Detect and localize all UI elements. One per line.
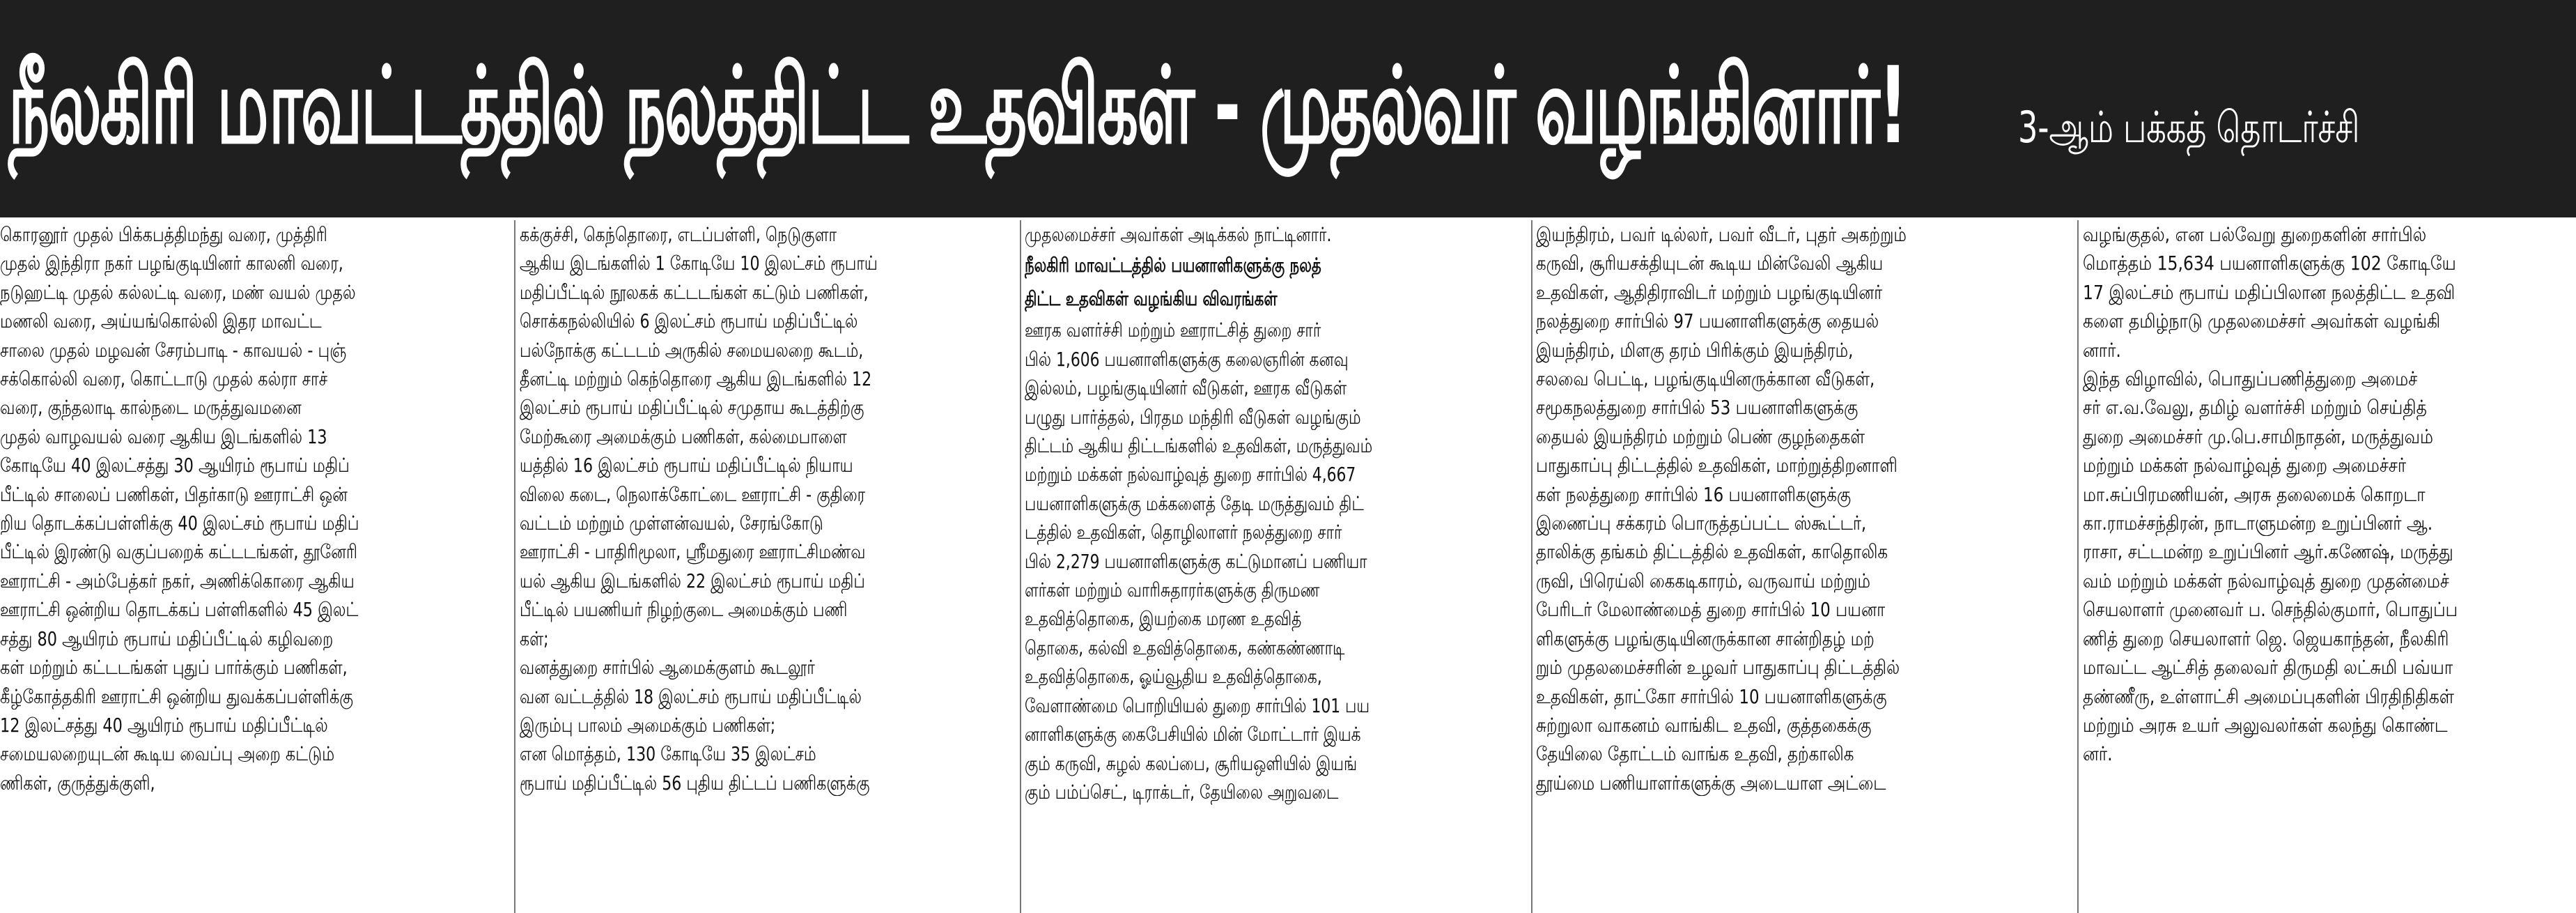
text-line: தையல் இயந்திரம் மற்றும் பெண் குழந்தைகள் [1536,424,1865,448]
text-line: சத்து 80 ஆயிரம் ரூபாய் மதிப்பீட்டில் கழிவறை [0,627,334,650]
text-line: ளர்கள் மற்றும் வாரிசுதாரர்களுக்கு திருமண [1025,578,1320,602]
text-line: கோடியே 40 இலட்சத்து 30 ஆயிரம் ரூபாய் மதிப் [0,454,350,477]
text-line: பல்நோக்கு கட்டடம் அருகில் சமையலறை கூடம், [520,338,864,362]
text-line: வேளாண்மை பொறியியல் துறை சார்பில் 101 பய [1025,693,1370,717]
text-line: மாவட்ட ஆட்சித் தலைவர் திருமதி லட்சுமி பவ்யா [2083,656,2453,680]
text-line: மேற்கூரை அமைக்கும் பணிகள், கல்மைபாளை [520,424,847,448]
text-line: சாலை முதல் மழவன் சேரம்பாடி - காவயல் - புஞ் [0,338,347,362]
text-line: சமையலறையுடன் கூடிய வைப்பு அறை கட்டும் [0,742,335,766]
text-line: னார். [2083,338,2121,362]
text-line: ணிகள், குருத்துக்குளி, [0,771,155,795]
text-line: இரும்பு பாலம் அமைக்கும் பணிகள்; [520,713,776,737]
text-line: களை தமிழ்நாடு முதலமைச்சர் அவர்கள் வழங்கி [2083,309,2441,333]
text-line: சொக்கநல்லியில் 6 இலட்சம் ரூபாய் மதிப்பீட்டில் [520,309,858,333]
text-line: துறை அமைச்சர் மு.பெ.சாமிநாதன், மருத்துவம் [2083,424,2433,448]
column-divider [1020,220,1021,913]
text-line: இணைப்பு சக்கரம் பொருத்தப்பட்ட ஸ்கூட்டர், [1536,512,1867,535]
subheading: திட்ட உதவிகள் வழங்கிய விவரங்கள் [1025,287,1278,311]
text-line: மற்றும் அரசு உயர் அலுவலர்கள் கலந்து கொண்ட [2083,713,2448,737]
text-line: ளிகளுக்கு பழங்குடியினருக்கான சான்றிதழ் மற் [1536,627,1875,650]
text-line: கருவி, சூரியசக்தியுடன் கூடிய மின்வேலி ஆகிய [1536,252,1884,275]
text-line: சர் எ.வ.வேலு, தமிழ் வளர்ச்சி மற்றும் செய்தித் [2083,396,2427,420]
text-line: கீழ்கோத்தகிரி ஊராட்சி ஒன்றிய துவக்கப்பள்ளிக்கு [0,684,354,708]
text-line: தூய்மை பணியாளர்களுக்கு அடையாள அட்டை [1536,771,1886,795]
text-line: கக்குச்சி, கெந்தொரை, எடப்பள்ளி, நெடுகுளா [520,223,837,246]
page-continuation-label: 3-ஆம் பக்கத் தொடர்ச்சி [2018,102,2360,153]
text-line: பீட்டில் இரண்டு வகுப்பறைக் கட்டடங்கள், தூனேரி [0,540,358,564]
text-line: னாளிகளுக்கு கைபேசியில் மின் மோட்டார் இயக் [1025,723,1361,746]
text-line: றிய தொடக்கப்பள்ளிக்கு 40 இலட்சம் ரூபாய் மதிப் [0,512,359,535]
text-line: பயனாளிகளுக்கு மக்களைத் தேடி மருத்துவம் திட் [1025,491,1364,515]
text-line: செயலாளர் முனைவர் ப. செந்தில்குமார், பொதுப்ப [2083,598,2458,622]
text-line: றும் முதலமைச்சரின் உழவர் பாதுகாப்பு திட்டத்தில் [1536,656,1900,680]
text-line: பில் 1,606 பயனாளிகளுக்கு கலைஞரின் கனவு [1025,347,1349,371]
text-line: இயந்திரம், பவர் டில்லர், பவர் வீடர், புதர் அகற்றும் [1536,223,1907,246]
text-line: சக்கொல்லி வரை, கொட்டாடு முதல் கல்ரா சாச் [0,367,328,391]
text-line: மணலி வரை, அய்யங்கொல்லி இதர மாவட்ட [0,309,322,333]
text-line: யத்தில் 16 இலட்சம் ரூபாய் மதிப்பீட்டில் நியாய [520,454,853,477]
text-line: ஊரக வளர்ச்சி மற்றும் ஊராட்சித் துறை சார் [1025,319,1321,342]
text-line: ஊராட்சி - பாதிரிமூலா, ஸ்ரீமதுரை ஊராட்சிமண்வ [520,540,866,564]
text-line: உதவிகள், ஆதிதிராவிடர் மற்றும் பழங்குடியினர் [1536,280,1883,304]
text-line: தொகை, கல்வி உதவித்தொகை, கண்கண்ணாடி [1025,636,1345,659]
text-line: வம் மற்றும் மக்கள் நல்வாழ்வுத் துறை முதன்மைச் [2083,569,2449,592]
text-line: விலை கடை, நெலாக்கோட்டை ஊராட்சி - குதிரை [520,482,866,506]
text-line: இலட்சம் ரூபாய் மதிப்பீட்டில் சமுதாய கூடத்திற்கு [520,396,864,420]
text-line: வனத்துறை சார்பில் ஆமைக்குளம் கூடலூர் [520,656,815,680]
text-line: முதலமைச்சர் அவர்கள் அடிக்கல் நாட்டினார். [1025,223,1332,246]
subheading: நீலகிரி மாவட்டத்தில் பயனாளிகளுக்கு நலத் [1025,254,1321,277]
headline-banner [0,0,2576,217]
text-line: கொரனூர் முதல் பிக்கபத்திமந்து வரை, முத்திரி [0,223,327,246]
article-column-4 [1536,220,2072,913]
text-line: இந்த விழாவில், பொதுப்பணித்துறை அமைச் [2083,367,2418,391]
text-line: திட்டம் ஆகிய திட்டங்களில் உதவிகள், மருத்துவம் [1025,434,1373,458]
text-line: ரூபாய் மதிப்பீட்டில் 56 புதிய திட்டப் பணிகளுக்கு [520,771,870,795]
text-line: பீட்டில் பயணியர் நிழற்குடை அமைக்கும் பணி [520,598,848,622]
text-line: கும் பம்ப்செட், டிராக்டர், தேயிலை அறுவடை [1025,780,1339,804]
text-line: கள்; [520,627,549,650]
text-line: கா.ராமச்சந்திரன், நாடாளுமன்ற உறுப்பினர் ஆ. [2083,512,2433,535]
text-line: வட்டம் மற்றும் முள்ளன்வயல், சேரங்கோடு [520,512,823,535]
article-column-1 [0,220,511,913]
text-line: மற்றும் மக்கள் நல்வாழ்வுத் துறை சார்பில் 4,667 [1025,463,1356,486]
text-line: உதவித்தொகை, இயற்கை மரண உதவித் [1025,607,1302,631]
text-line: இல்லம், பழங்குடியினர் வீடுகள், ஊரக வீடுகள் [1025,376,1347,400]
article-column-5 [2083,220,2574,913]
column-divider [514,220,515,913]
text-line: சமூகநலத்துறை சார்பில் 53 பயனாளிகளுக்கு [1536,396,1859,420]
text-line: பேரிடர் மேலாண்மைத் துறை சார்பில் 10 பயனா [1536,598,1886,622]
article-column-3 [1025,220,1528,913]
text-line: வன வட்டத்தில் 18 இலட்சம் ரூபாய் மதிப்பீட்டில் [520,684,862,708]
text-line: வழங்குதல், என பல்வேறு துறைகளின் சார்பில் [2083,223,2427,246]
text-line: நடுஹட்டி முதல் கல்லட்டி வரை, மண் வயல் முதல் [0,280,356,304]
column-divider [1531,220,1533,913]
text-line: தேயிலை தோட்டம் வாங்க உதவி, தற்காலிக [1536,742,1854,766]
text-line: மொத்தம் 15,634 பயனாளிகளுக்கு 102 கோடியே [2083,252,2456,275]
text-line: சலவை பெட்டி, பழங்குடியினருக்கான வீடுகள், [1536,367,1875,391]
text-line: ருவி, பிரெய்லி கைகடிகாரம், வருவாய் மற்றும் [1536,569,1871,592]
text-line: முதல் வாழவயல் வரை ஆகிய இடங்களில் 13 [0,424,327,448]
text-line: னர். [2083,742,2113,766]
text-line: ஊராட்சி - அம்பேத்கர் நகர், அணிக்கொரை ஆகிய [0,569,355,592]
text-line: மதிப்பீட்டில் நூலகக் கட்டடங்கள் கட்டும் பணிகள், [520,280,869,304]
text-line: தாலிக்கு தங்கம் திட்டத்தில் உதவிகள், காதொலிக [1536,540,1888,564]
article-column-2 [520,220,1016,913]
text-line: மா.சுப்பிரமணியன், அரசு தலைமைக் கொறடா [2083,482,2426,506]
text-line: கள் நலத்துறை சார்பில் 16 பயனாளிகளுக்கு [1536,482,1852,506]
text-line: நலத்துறை சார்பில் 97 பயனாளிகளுக்கு தையல் [1536,309,1879,333]
text-line: மற்றும் மக்கள் நல்வாழ்வுத் துறை அமைச்சர் [2083,454,2407,477]
text-line: முதல் இந்திரா நகர் பழங்குடியினர் காலனி வரை, [0,252,343,275]
text-line: உதவிகள், தாட்கோ சார்பில் 10 பயனாளிகளுக்கு [1536,684,1887,708]
text-line: இயந்திரம், மிளகு தரம் பிரிக்கும் இயந்திரம், [1536,338,1854,362]
text-line: பீட்டில் சாலைப் பணிகள், பிதர்காடு ஊராட்சி ஒன் [0,482,348,506]
text-line: பழுது பார்த்தல், பிரதம மந்திரி வீடுகள் வழங்கும் [1025,405,1361,429]
text-line: யல் ஆகிய இடங்களில் 22 இலட்சம் ரூபாய் மதிப் [520,569,865,592]
text-line: ராசா, சட்டமன்ற உறுப்பினர் ஆர்.கணேஷ், மருத்து [2083,540,2453,564]
text-line: பில் 2,279 பயனாளிகளுக்கு கட்டுமானப் பணியா [1025,549,1367,573]
text-line: கள் மற்றும் கட்டடங்கள் புதுப் பார்க்கும் பணிகள், [0,656,348,680]
text-line: பாதுகாப்பு திட்டத்தில் உதவிகள், மாற்றுத்திறனாளி [1536,454,1898,477]
text-line: சுற்றுலா வாகனம் வாங்கிட உதவி, குத்தகைக்கு [1536,713,1872,737]
text-line: ஆகிய இடங்களில் 1 கோடியே 10 இலட்சம் ரூபாய் [520,252,878,275]
text-line: என மொத்தம், 130 கோடியே 35 இலட்சம் [520,742,816,766]
text-line: வரை, குந்தலாடி கால்நடை மருத்துவமனை [0,396,302,420]
text-line: தண்ணீரு, உள்ளாட்சி அமைப்புகளின் பிரதிநிதிகள் [2083,684,2455,708]
column-divider [2077,220,2079,913]
headline: நீலகிரி மாவட்டத்தில் நலத்திட்ட உதவிகள் - முதல்வர் வழங்கினார்! [8,44,1907,167]
text-line: கும் கருவி, சுழல் கலப்பை, சூரியஒளியில் இயங் [1025,751,1358,775]
text-line: ஊராட்சி ஒன்றிய தொடக்கப் பள்ளிகளில் 45 இலட் [0,598,359,622]
text-line: 12 இலட்சத்து 40 ஆயிரம் ரூபாய் மதிப்பீட்டில் [0,713,328,737]
text-line: உதவித்தொகை, ஓய்வூதிய உதவித்தொகை, [1025,665,1322,689]
text-line: ணித் துறை செயலாளர் ஜெ. ஜெயகாந்தன், நீலகிரி [2083,627,2449,650]
text-line: 17 இலட்சம் ரூபாய் மதிப்பிலான நலத்திட்ட உதவி [2083,280,2455,304]
text-line: தீனட்டி மற்றும் கெந்தொரை ஆகிய இடங்களில் 12 [520,367,872,391]
text-line: டத்தில் உதவிகள், தொழிலாளர் நலத்துறை சார் [1025,521,1342,544]
